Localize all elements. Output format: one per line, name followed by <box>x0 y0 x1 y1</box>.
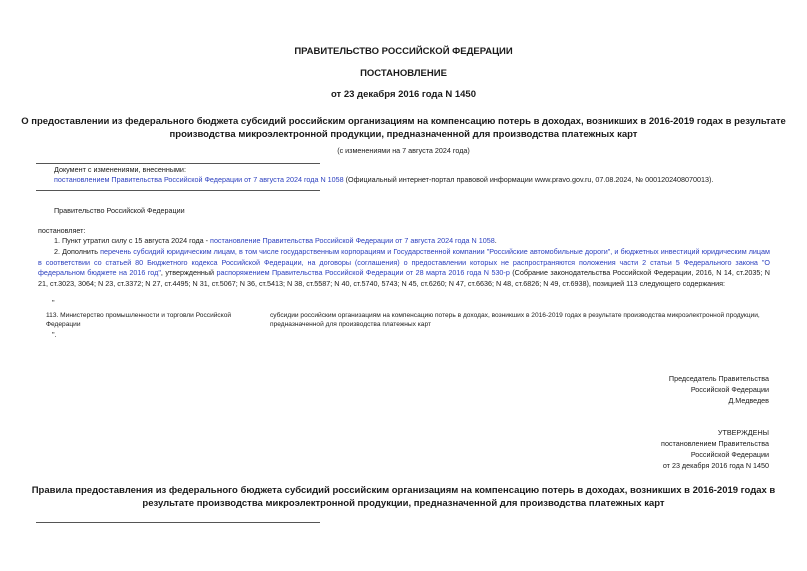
resolves-label: постановляет: <box>38 226 86 235</box>
p1-text: 1. Пункт утратил силу с 15 августа 2024 года - <box>54 236 211 245</box>
p1-end: . <box>494 236 497 245</box>
divider-bottom <box>36 190 320 191</box>
item-113-description: субсидии российским организациям на компенсацию потерь в доходах, возникших в 2016-2019 годах в результате производства микроэлектронной продукции, предназначенной для производства платежных карт <box>270 312 760 328</box>
p2-link-list[interactable]: перечень субсидий юридическим лицам, в том числе государственным корпорациям и Государственной компании "Российские автомобильные дороги", и бюджетных инвестиций юридическим лицам в соответствии со статьей 80 Бюджетного кодекса Российской Федерации, на договоры (соглашения) о предоставлении которых не распространяются положения части 2 статьи 5 Федерального закона "О федеральном бюджете на 2016 год" <box>38 247 770 277</box>
gov-rf-label: Правительство Российской Федерации <box>54 206 185 215</box>
paragraph-2 <box>38 247 770 289</box>
approved-country: Российской Федерации <box>690 450 769 459</box>
rules-title-line-1: Правила предоставления из федерального бюджета субсидий российским организациям на компенсацию потерь в доходах, возникших в 2016-2019 годах в <box>31 485 776 496</box>
item-113-ministry: 113. Министерство промышленности и торговли Российской Федерации <box>46 312 232 328</box>
p2-link-order[interactable]: распоряжением Правительства Российской Федерации от 28 марта 2016 года N 530-р <box>216 268 510 277</box>
rules-title-line-2: результате производства микроэлектронной продукции, предназначенной для производства платежных карт <box>142 498 665 509</box>
p2-text-c: (Собрание законодательства Российской Федерации, 2016, N 14, ст.2035; N 21, ст.3023, 3064; N 23, ст.3372; N 27, ст.4495; N 31, ст.5067; N 36, ст.5413; N 38, ст.5587; N 40, ст.5740, 5743; N 45, ст.6260; N 47, ст.6636; N 48, ст.6826; N 49, ст.6938), позицией 113 следующего содержания: <box>38 268 770 288</box>
approved-heading: УТВЕРЖДЕНЫ <box>717 428 769 437</box>
paragraph-1 <box>38 236 770 247</box>
approved-block <box>569 427 769 471</box>
doc-title-line-2: производства микроэлектронной продукции, предназначенной для производства платежных карт <box>169 129 638 140</box>
amendments-line <box>54 175 774 185</box>
quote-open: " <box>52 298 55 307</box>
doc-title-line-1: О предоставлении из федерального бюджета субсидий российским организациям на компенсацию потерь в доходах, возникших в 2016-2019 годах в результате <box>21 116 786 127</box>
government-heading: ПРАВИТЕЛЬСТВО РОССИЙСКОЙ ФЕДЕРАЦИИ <box>294 46 513 57</box>
approved-by: постановлением Правительства <box>661 439 769 448</box>
p2-text-b: , утвержденный <box>160 268 217 277</box>
amendment-link[interactable]: постановлением Правительства Российской Федерации от 7 августа 2024 года N 1058 <box>54 175 344 184</box>
doc-title <box>0 115 807 141</box>
amendments-intro: Документ с изменениями, внесенными: <box>54 165 186 174</box>
changes-note: (с изменениями на 7 августа 2024 года) <box>337 146 470 155</box>
signature-block <box>569 373 769 406</box>
signature-name: Д.Медведев <box>728 396 769 405</box>
doc-date-number: от 23 декабря 2016 года N 1450 <box>330 89 476 100</box>
amendments-block <box>54 165 774 185</box>
doc-type-heading: ПОСТАНОВЛЕНИЕ <box>360 68 447 79</box>
quote-close: ". <box>52 330 57 339</box>
divider-top <box>36 163 320 164</box>
approved-date: от 23 декабря 2016 года N 1450 <box>662 461 769 470</box>
p1-link[interactable]: постановление Правительства Российской Федерации от 7 августа 2024 года N 1058 <box>210 236 495 245</box>
amendment-source: (Официальный интернет-портал правовой информации www.pravo.gov.ru, 07.08.2024, № 0001202408070013). <box>343 175 714 184</box>
rules-title <box>0 484 807 510</box>
signature-position: Председатель Правительства <box>668 374 769 383</box>
p2-text-a: 2. Дополнить <box>54 247 101 256</box>
signature-country: Российской Федерации <box>690 385 769 394</box>
divider-rules <box>36 522 320 523</box>
